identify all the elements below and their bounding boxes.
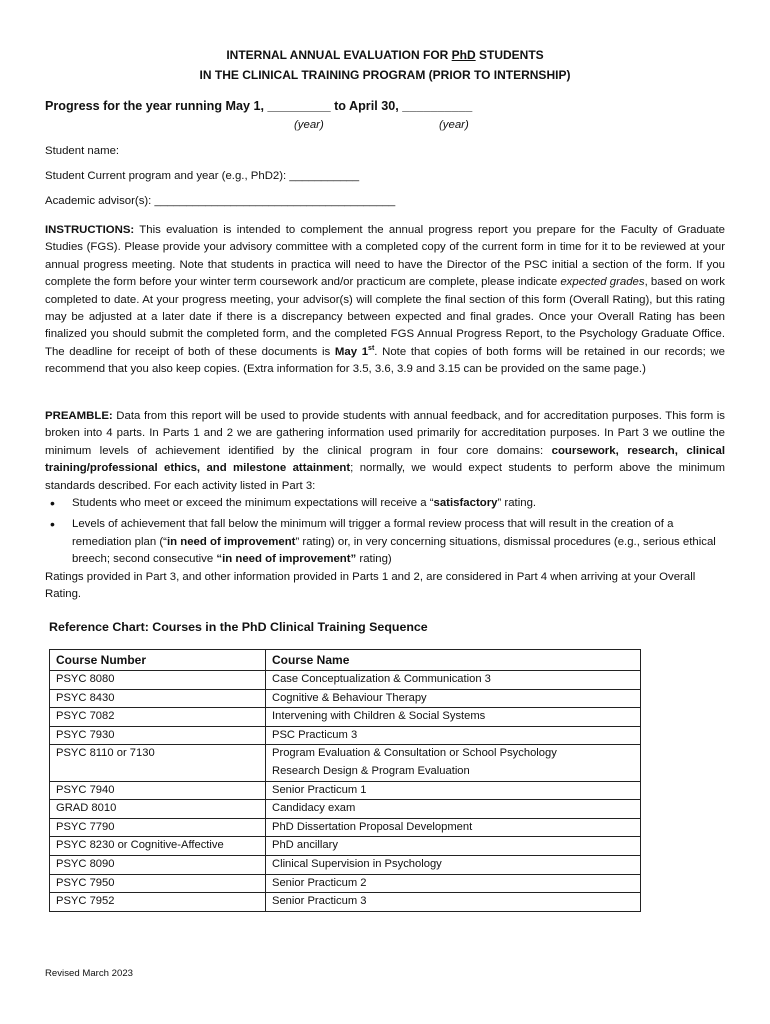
revision-footer: Revised March 2023 xyxy=(45,968,133,979)
course-name: Senior Practicum 3 xyxy=(266,893,641,912)
course-number: PSYC 7952 xyxy=(50,893,266,912)
table-header-row xyxy=(50,650,641,671)
overall-rating-note: Ratings provided in Part 3, and other information provided in Parts 1 and 2, are considered in Part 4 when arriving at your Overall Rating. xyxy=(45,571,696,601)
deadline-text: May 1 xyxy=(334,345,369,358)
course-name xyxy=(266,745,641,781)
instructions-text: This evaluation is intended to complement the annual progress report you prepare for the Faculty of Graduate Studies (FGS). Please provide your advisory committee with a completed copy of the current form in time for it to be reviewed at your annual progress meeting. Note that students in practica will need to have the Director of the PSC initial a section of the form. If you complete the form before your winter term coursework and/or practicum are complete, please indicate xyxy=(45,224,725,289)
course-name: Case Conceptualization & Communication 3 xyxy=(266,671,641,690)
program-year-field[interactable]: Student Current program and year (e.g., PhD2): ___________ xyxy=(45,170,360,182)
year-label-start: (year) xyxy=(294,119,324,131)
year-label-end: (year) xyxy=(439,119,469,131)
course-reference-table xyxy=(49,649,641,912)
table-row xyxy=(50,708,641,727)
progress-year-line: Progress for the year running May 1, _________ to April 30, __________ xyxy=(45,99,473,113)
rating-bullets xyxy=(45,495,735,569)
table-row xyxy=(50,874,641,893)
bullet-text: rating) xyxy=(356,553,392,566)
course-name: Senior Practicum 1 xyxy=(266,781,641,800)
student-name-field[interactable]: Student name: xyxy=(45,145,120,157)
bullet-text: ” rating. xyxy=(497,497,537,509)
improvement-term: “in need of improvement” xyxy=(216,553,357,566)
preamble-paragraph xyxy=(45,408,725,495)
course-name: Candidacy exam xyxy=(266,800,641,819)
course-number: PSYC 8090 xyxy=(50,855,266,874)
improvement-term: in need of improvement xyxy=(166,535,296,548)
academic-advisor-field[interactable]: Academic advisor(s): ______________________________________ xyxy=(45,195,396,207)
course-number: PSYC 7930 xyxy=(50,726,266,745)
instructions-label: INSTRUCTIONS: xyxy=(45,224,135,236)
course-number: GRAD 8010 xyxy=(50,800,266,819)
course-name-line: Research Design & Program Evaluation xyxy=(272,764,470,777)
table-row xyxy=(50,800,641,819)
course-number: PSYC 7082 xyxy=(50,708,266,727)
bullet-improvement xyxy=(45,516,735,568)
table-row xyxy=(50,689,641,708)
title-text: INTERNAL ANNUAL EVALUATION FOR xyxy=(226,48,452,62)
preamble-text: ; normally, we would expect students to perform above the minimum standards described. For each activity listed in Part 3: xyxy=(45,462,725,492)
course-number: PSYC 8110 or 7130 xyxy=(50,745,266,781)
course-name: Cognitive & Behaviour Therapy xyxy=(266,689,641,708)
document-title-line2: IN THE CLINICAL TRAINING PROGRAM (PRIOR TO INTERNSHIP) xyxy=(199,68,571,82)
table-row xyxy=(50,855,641,874)
table-row xyxy=(50,745,641,781)
instructions-text: , based on work completed to date. At your progress meeting, your advisor(s) will complete the final section of this form (Overall Rating), but this rating may be adjusted at a later date if there is a discrepancy between expected and final grades. Once your Overall Rating has been finalized you should submit the completed form, and the completed FGS Annual Progress Report, to the Psychology Graduate Office. The deadline for receipt of both of these documents is xyxy=(45,276,725,358)
table-row xyxy=(50,893,641,912)
table-row xyxy=(50,726,641,745)
instructions-text: . Note that copies of both forms will be retained in our records; we recommend that you also keep copies. (Extra information for 3.5, 3.6, 3.9 and 3.15 can be provided on the same page.) xyxy=(45,345,725,376)
course-name: Clinical Supervision in Psychology xyxy=(266,855,641,874)
document-title-line1 xyxy=(0,46,770,65)
course-number: PSYC 8230 or Cognitive-Affective xyxy=(50,837,266,856)
title-phd: PhD xyxy=(451,48,476,62)
instructions-paragraph xyxy=(45,222,725,379)
table-row xyxy=(50,837,641,856)
course-number: PSYC 7950 xyxy=(50,874,266,893)
course-name: Intervening with Children & Social Systems xyxy=(266,708,641,727)
course-name: PhD ancillary xyxy=(266,837,641,856)
table-row xyxy=(50,818,641,837)
reference-chart-title: Reference Chart: Courses in the PhD Clinical Training Sequence xyxy=(49,620,428,634)
core-domains-text: coursework, research, clinical training/professional ethics, and milestone attainment xyxy=(45,444,725,475)
course-name: PhD Dissertation Proposal Development xyxy=(266,818,641,837)
course-number: PSYC 7790 xyxy=(50,818,266,837)
expected-grades-text: expected grades xyxy=(560,276,645,289)
bullet-satisfactory xyxy=(45,495,735,512)
deadline-superscript: st xyxy=(368,345,375,353)
course-number: PSYC 8080 xyxy=(50,671,266,690)
table-row xyxy=(50,781,641,800)
course-number: PSYC 8430 xyxy=(50,689,266,708)
column-header-course-number: Course Number xyxy=(50,650,266,671)
bullet-text: ” rating) or, in very concerning situations, dismissal procedures (e.g., serious ethical breech; second consecutive xyxy=(72,535,716,566)
course-number: PSYC 7940 xyxy=(50,781,266,800)
bullet-text: Levels of achievement that fall below the minimum will trigger a formal review process that will result in the creation of a remediation plan (“ xyxy=(72,518,674,548)
course-name: Senior Practicum 2 xyxy=(266,874,641,893)
course-name-line: Program Evaluation & Consultation or School Psychology xyxy=(272,747,557,760)
bullet-text: Students who meet or exceed the minimum expectations will receive a “ xyxy=(72,497,434,509)
preamble-label: PREAMBLE: xyxy=(45,410,113,422)
preamble-text: Data from this report will be used to provide students with annual feedback, and for accreditation purposes. This form is broken into 4 parts. In Parts 1 and 2 we are gathering information used primarily for accreditation purposes. In Part 3 we outline the minimum levels of achievement identified by the clinical program in four core domains: xyxy=(45,410,725,457)
course-name: PSC Practicum 3 xyxy=(266,726,641,745)
table-row xyxy=(50,671,641,690)
satisfactory-term: satisfactory xyxy=(433,497,498,509)
column-header-course-name: Course Name xyxy=(266,650,641,671)
title-text-post: STUDENTS xyxy=(475,48,544,62)
